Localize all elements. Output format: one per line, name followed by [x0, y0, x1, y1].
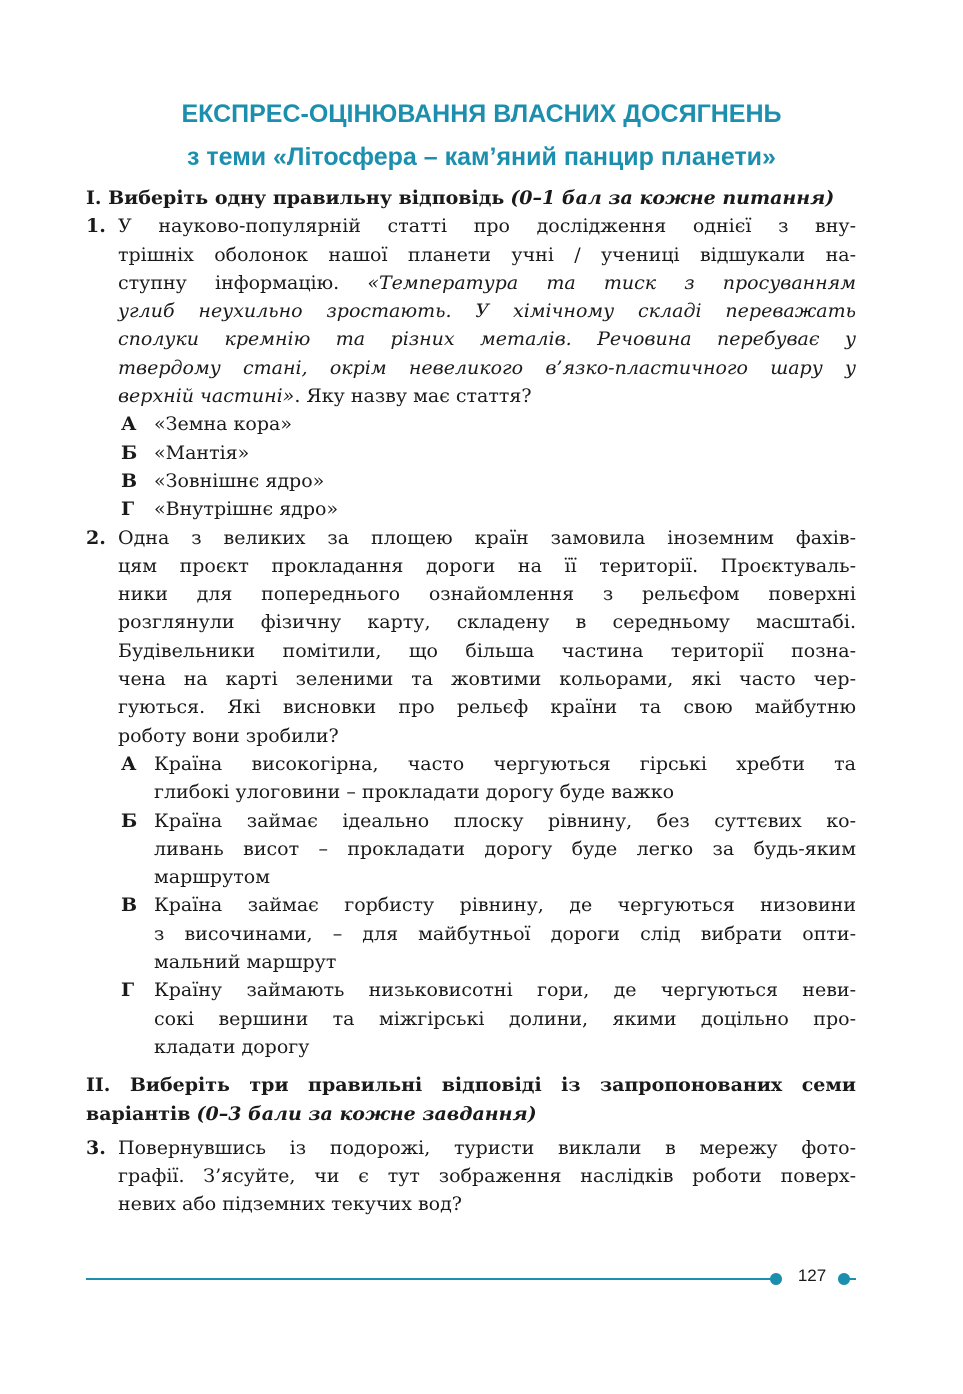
question-1: [86, 212, 856, 523]
question-1-quote-line: сполуки кремнію та різних металів. Речовина перебуває у: [118, 328, 856, 351]
option-line: з височинами, – для майбутньої дороги слід вибрати опти-: [154, 922, 856, 945]
question-2-line: гуються. Які висновки про рельєф країни та свою майбутню: [118, 696, 856, 719]
question-2-number: 2.: [86, 526, 106, 549]
option-line: ливань висот – прокладати дорогу буде легко за будь-яким: [154, 837, 856, 860]
option-letter: В: [121, 894, 138, 917]
option-line: сокі вершини та міжгірські долини, якими доцільно про-: [154, 1007, 856, 1030]
option-letter: А: [121, 413, 137, 436]
question-1-line: У науково-популярній статті про дослідження однієї з вну-: [118, 215, 856, 238]
option-line: [86, 750, 856, 778]
option-text: Країна високогірна, часто чергуються гірські хребти та: [154, 752, 856, 775]
option-letter: Б: [121, 441, 138, 464]
question-2-line: Одна з великих за площею країн замовила іноземним фахів-: [118, 526, 856, 549]
question-1-line: [86, 269, 856, 297]
question-1-line: [86, 382, 856, 410]
question-2-line: розглянули фізичну карту, складену в середньому масштабі.: [118, 611, 856, 634]
footer-dot-left: [770, 1273, 782, 1285]
section-2-title-end: варіантів: [86, 1102, 191, 1125]
section-1-note: (0–1 бал за кожне питання): [510, 187, 835, 209]
question-1-ask: . Яку назву має стаття?: [294, 385, 532, 408]
question-2-line: Будівельники помітили, що більша частина території позна-: [118, 639, 856, 662]
option-letter: А: [121, 752, 137, 775]
page-number: 127: [797, 1266, 827, 1285]
question-2-line: цям проєкт прокладання дороги на її території. Проєктуваль-: [118, 554, 856, 577]
question-1-quote-line: твердому стані, окрім невеликого в’язко-пластичного шару у: [118, 356, 856, 379]
section-1-title: I. Виберіть одну правильну відповідь: [86, 187, 505, 209]
answer-option[interactable]: [86, 976, 856, 1061]
question-3-number: 3.: [86, 1136, 106, 1159]
option-line: глибокі улоговини – прокладати дорогу буде важко: [154, 781, 675, 804]
option-line: [86, 807, 856, 835]
answer-option[interactable]: [86, 891, 856, 976]
option-letter: Б: [121, 809, 138, 832]
page-footer: [86, 1268, 856, 1292]
answer-option[interactable]: [86, 467, 856, 495]
question-1-quote-line: углиб неухильно зростають. У хімічному складі переважать: [118, 300, 856, 323]
option-line: [86, 891, 856, 919]
answer-option[interactable]: [86, 495, 856, 523]
option-line: [86, 976, 856, 1004]
answer-option[interactable]: [86, 439, 856, 467]
section-2-heading: [86, 1071, 856, 1128]
answer-option[interactable]: [86, 410, 856, 438]
footer-rule: [86, 1278, 776, 1280]
page-subtitle: з теми «Літосфера – кам’яний панцир планети»: [187, 143, 776, 171]
question-3: [86, 1134, 856, 1219]
option-text: «Внутрішнє ядро»: [154, 498, 339, 521]
question-1-quote-end: верхній частині»: [118, 385, 295, 408]
option-text: Країна займає горбисту рівнину, де чергуються низовини: [154, 894, 856, 917]
option-letter: В: [121, 469, 138, 492]
footer-rule-end: [844, 1278, 856, 1280]
question-2-line: чена на карті зеленими та жовтими кольорами, які часто чер-: [118, 668, 856, 691]
question-3-line: невих або підземних текучих вод?: [118, 1193, 462, 1216]
option-line: маршрутом: [154, 866, 271, 889]
question-2-line: роботу вони зробили?: [118, 724, 339, 747]
option-text: «Зовнішнє ядро»: [154, 469, 325, 492]
option-text: Країна займає ідеально плоску рівнину, без суттєвих ко-: [154, 809, 856, 832]
page-content: [86, 184, 856, 1219]
option-line: мальний маршрут: [154, 951, 337, 974]
option-text: «Земна кора»: [154, 413, 292, 436]
option-line: кладати дорогу: [154, 1035, 310, 1058]
spacer: [86, 1061, 856, 1071]
page-title: ЕКСПРЕС-ОЦІНЮВАННЯ ВЛАСНИХ ДОСЯГНЕНЬ: [181, 100, 782, 128]
question-2: [86, 524, 856, 1062]
option-letter: Г: [121, 979, 135, 1002]
question-3-line: Повернувшись із подорожі, туристи виклали в мережу фото-: [118, 1136, 856, 1159]
question-1-line: трішніх оболонок нашої планети учні / учениці відшукали на-: [118, 243, 856, 266]
question-1-quote: «Температура та тиск з просуванням: [367, 271, 857, 294]
question-3-line: графії. З’ясуйте, чи є тут зображення наслідків роботи поверх-: [118, 1165, 856, 1188]
question-1-number: 1.: [86, 215, 106, 238]
option-text: «Мантія»: [154, 441, 250, 464]
answer-option[interactable]: [86, 807, 856, 892]
section-2-title-cont: [86, 1100, 856, 1128]
option-text: Країну займають низьковисотні гори, де чергуються неви-: [154, 979, 856, 1002]
question-2-line: ники для попереднього ознайомлення з рельєфом поверхні: [118, 583, 856, 606]
answer-option[interactable]: [86, 750, 856, 807]
section-2-title: II. Виберіть три правильні відповіді із запропонованих семи: [86, 1074, 856, 1097]
question-1-text: ступну інформацію.: [118, 271, 340, 294]
section-2-note: (0–3 бали за кожне завдання): [196, 1102, 537, 1125]
option-letter: Г: [121, 498, 135, 521]
section-1-heading: [86, 184, 856, 212]
